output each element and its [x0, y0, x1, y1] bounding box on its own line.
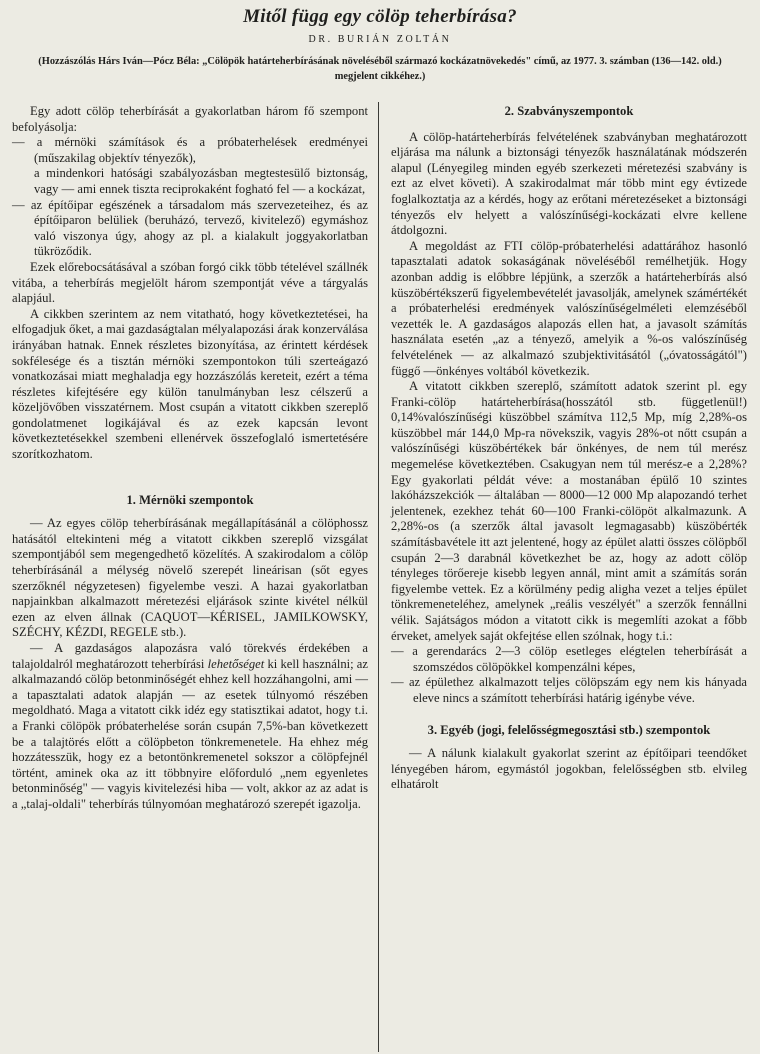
paragraph: — A nálunk kialakult gyakorlat szerint az építőipari teendőket lényegében három, egymástól jogokban, felelősségben stb. elvileg elhatárolt [391, 746, 747, 792]
section-heading: 1. Mérnöki szempontok [126, 492, 254, 507]
paragraph: A megoldást az FTI cölöp-próbaterhelési adattárához hasonló tapasztalati adatok sokaságának növeléséből remélhetjük. Hogy azonban addig is előbbre lépjünk, a szerzők a határteherbírás alsó küszöbértékszerű figyelembevételét javasolják, amelynek számértékét a próbaterhelési eredmények valószínűségelméleti elemzéséből vezették le. A gazdaságos alapozás ellen hat, a javasolt számítás használata esetén „az a tényező, amelyik a %-os valószínűség felvételének — az alkalmazó szubjektivitásától („óvatosságától") függő —önkényes voltából következik. [391, 238, 747, 378]
list-item: — a gerendarács 2—3 cölöp esetleges elégtelen teherbírását a szomszédos cölöpökkel kompenzálni képes, [391, 644, 747, 674]
list-item: — az épülethez alkalmazott teljes cölöpszám egy nem kis hányada eleve nincs a számított teherbírási határig igénybe véve. [391, 675, 747, 705]
list-item: a mindenkori hatósági szabályozásban megtestesülő biztonság, vagy — ami ennek tiszta reciprokaként fogható fel — a kockázat, [34, 166, 368, 196]
paragraph: — Az egyes cölöp teherbírásának megállapításánál a cölöphossz hatásától eltekinteni még a vitatott cikkben szereplő vizsgálat szempontjából sem megengedhető közelítés. A szakirodalom a cölöp teherbírásánál a mélység növelő szerepét lineárisan (sőt egyes szerzőknél négyzetesen) figyelembe veszi. A hazai gyakorlatban napjainkban alkalmazott méretezési eljárások szinte kivétel nélkül ezen az elven állnak (CAQUOT—KÉRISEL, JAMILKOWSKY, SZÉCHY, KÉZDI, REGELE stb.). [12, 516, 368, 640]
section-heading: 2. Szabványszempontok [504, 104, 634, 118]
reference-note: (Hozzászólás Hárs Iván—Pócz Béla: „Cölöpök határteherbírásának növeléséből származó kockázatnövekedés" című, az 1977. 3. számban (136—142. old.) megjelent cikkéhez.) [38, 56, 722, 82]
right-column [378, 102, 747, 1052]
emphasis: lehetőséget [207, 656, 265, 671]
text-span: — A gazdaságos alapozásra való törekvés érdekében a talajoldalról meghatározott teherbírási [12, 641, 368, 671]
left-column [12, 102, 378, 1052]
article-title: Mitől függ egy cölöp teherbírása? [243, 6, 517, 27]
paragraph: A cölöp-határteherbírás felvételének szabványban meghatározott eljárása ma nálunk a biztonsági tényezők használatának módszerén alapul (Lényegileg minden egyéb szerkezeti méretezési szabvány is ezt az elvet követi). A szakirodalmat már több mint egy évtizede foglalkoztatja az a kérdés, hogy az erőtani méretezéseket a biztonsági tényezős elv helyett a valószínűségi-kockázati elvre kellene átdolgozni. [391, 129, 747, 238]
two-column-body [12, 102, 748, 1052]
paragraph: A cikkben szerintem az nem vitatható, hogy következtetései, ha elfogadjuk őket, a mai gazdaságtalan mélyalapozási árak konzerválása irányában hatnak. Ennek részletes bizonyítása, az érintett kérdések sokfélesége és a tisztán mérnöki szempontokon túli szerteágazó vonatkozásai miatt meghaladja egy hozzászólás kereteit, ezért a téma részletes kifejtésére egy külön tanulmányban lesz célszerű a közeljövőben visszatérnem. Most csupán a vitatott cikkben szereplő gondolatmenet logikájával és az ezek kapcsán levont következtetésekkel szembeni ellenérvek összefoglaló ismertetésére szorítkozhatom. [12, 306, 368, 462]
list-item: — a mérnöki számítások és a próbaterhelések eredményei (műszakilag objektív tényezők), [12, 135, 368, 165]
paragraph: Egy adott cölöp teherbírását a gyakorlatban három fő szempont befolyásolja: [12, 104, 368, 134]
section-heading: 3. Egyéb (jogi, felelősségmegosztási stb.) szempontok [427, 722, 711, 737]
paragraph [12, 641, 368, 813]
text-span: ki kell használni; az alkalmazandó cölöp betonminőségét ehhez kell hozzáhangolni, ami — a tapasztalati adatok alapján — az esetek túlnyomó részében megoldható. Maga a vitatott cikk idéz egy statisztikai adatot, hogy t.i. a Franki cölöpök próbaterhelése során csupán 7,5%-ban következett be a talajtörés előtt a cölöpbeton tönkremenetele. Ha ehhez még hozzátesszük, hogy ez a betontönkremenetel sokszor a cölöpfejnél történt, aminek oka az itt többnyire előforduló „nem egyenletes betonminőség" — vagyis kivitelezési hiba — volt, akkor az az adat is a „talaj-oldali" teherbírás túlnyomóan meghatározó szerepét igazolja. [12, 656, 369, 811]
list-item: — az építőipar egészének a társadalom más szervezeteihez, és az építőiparon belüliek (beruházó, tervező, kivitelező) egymáshoz való viszonya úgy, ahogy az pl. a kialakult joggyakorlatban tükröződik. [12, 197, 368, 259]
paragraph: A vitatott cikkben szereplő, számított adatok szerint pl. egy Franki-cölöp határteherbírása(hosszától stb. függetlenül!) 0,14%valószínűségi küszöbbel számítva 112,5 Mp, míg 2,28%-os küszöbbel már 144,0 Mp-ra növekszik, vagyis 28%-ot nőtt csupán a valószínűségi küszöbértékek bár önkényes, de nem túl merész megemelése következtében. Csakugyan nem túl merész-e a 2,28%? Egy gyakorlati példát véve: a mostanában épülő 10 szintes lakóházszekciók — általában — 8000—12 000 Mp alapozandó terhet jelentenek, ezekhez tehát 60—100 Franki-cölöpöt alkalmazunk. A 2,28%-os (a szerzők által javasolt legmagasabb) küszöbérték számításbavétele itt azt jelentené, hogy az épület alatti összes cölöpből csupán 2—3 darabnál következhet be az, hogy az adott cölöp tényleges törőereje kisebb legyen annál, mint amit a számítás során figyelembe vettek. Ez a körülmény pedig aligha vezet a teljes épület tönkremeneteléhez, amelynek „reális veszélyét" a szerzők fennállni vélik. Sajátságos módon a vitatott cikk is megemlíti azokat a főbb érveket, amelyek saját okfejtése ellen szólnak, hogy t.i.: [391, 379, 747, 643]
author-line: DR. BURIÁN ZOLTÁN [308, 34, 452, 45]
paragraph: Ezek előrebocsátásával a szóban forgó cikk több tételével szállnék vitába, a teherbírás megjelölt három szempontját véve a tárgyalás alapjául. [12, 259, 368, 306]
